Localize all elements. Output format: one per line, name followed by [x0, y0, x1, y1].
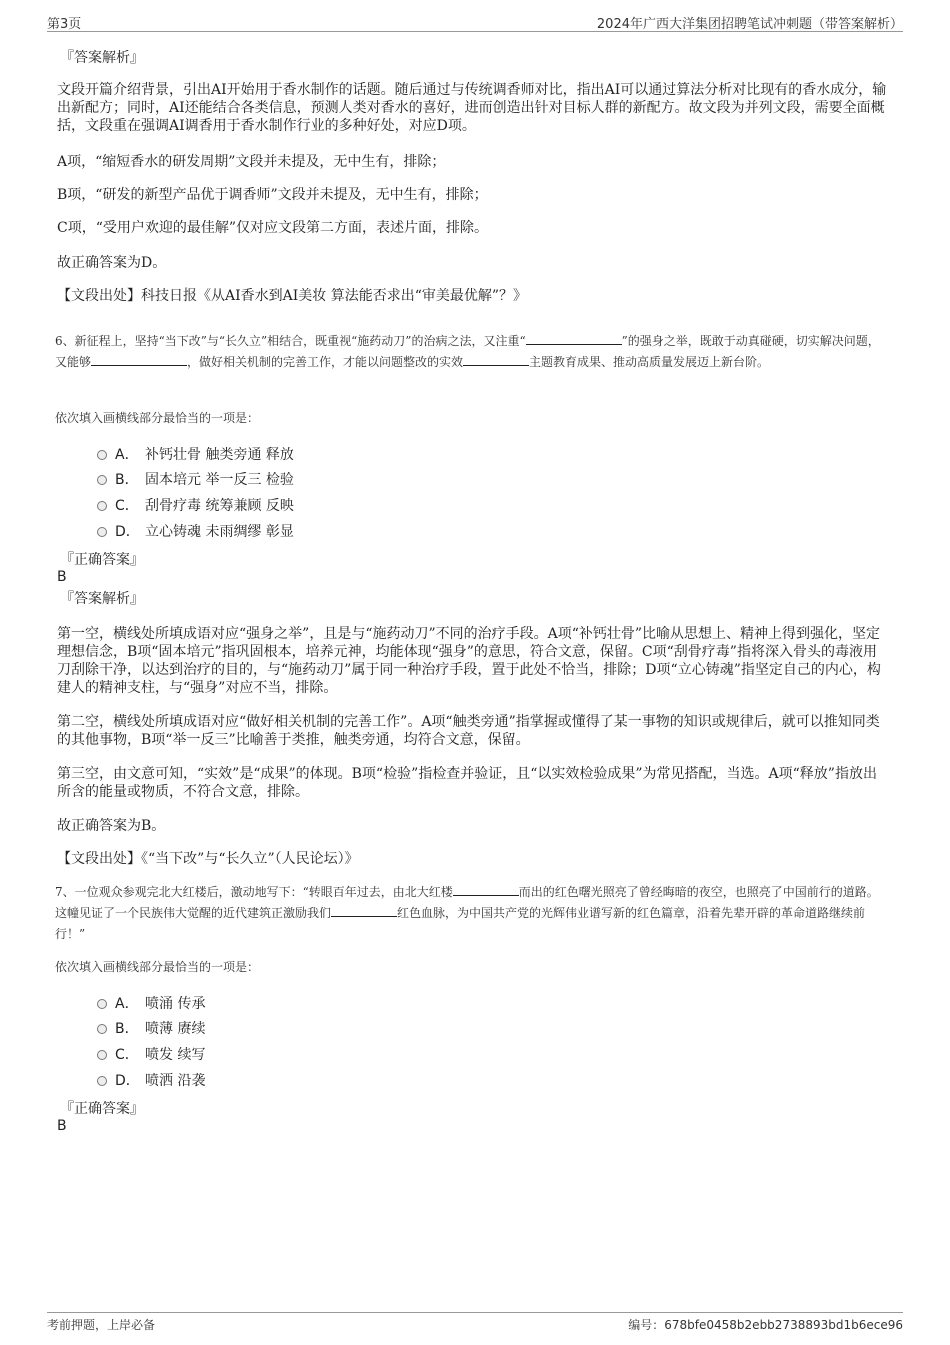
radio-button[interactable]	[97, 1050, 107, 1060]
page-header	[47, 10, 903, 32]
question-6-stem	[55, 331, 890, 373]
option-b-analysis: B项，“研发的新型产品优于调香师”文段并未提及，无中生有，排除；	[57, 187, 488, 203]
fill-blank	[453, 884, 519, 896]
option-a[interactable]	[97, 446, 294, 464]
analysis-paragraph: 文段开篇介绍背景，引出AI开始用于香水制作的话题。随后通过与传统调香师对比，指出AI可以通过算法分析对比现有的香水成分，输出新配方；同时，AI还能结合各类信息，预测人类对香水的喜好，进而创造出针对目标人群的新配方。故文段为并列文段，需要全面概括，文段重在强调AI调香用于香水制作行业的多种好处，对应D项。	[57, 82, 887, 134]
option-b[interactable]	[97, 1020, 205, 1038]
fill-blank	[526, 333, 622, 345]
document-code	[628, 1316, 903, 1333]
stem-part: 红色血脉，为中国共产党的光辉伟业谱写新的红色篇章，沿着先辈开辟的革命道路继续前行！”	[55, 906, 866, 941]
page-footer	[47, 1312, 903, 1334]
question-7-stem	[55, 882, 890, 945]
option-c[interactable]	[97, 497, 294, 515]
stem-part: 6、新征程上，坚持“当下改”与“长久立”相结合，既重视“施药动刀”的治病之法，又注重“	[55, 334, 526, 348]
radio-button[interactable]	[97, 501, 107, 511]
option-text: 固本培元 举一反三 检验	[145, 472, 294, 488]
code-label: 编号：	[628, 1318, 665, 1332]
option-letter: B．	[115, 472, 139, 488]
option-letter: D．	[115, 1073, 140, 1089]
correct-answer: B	[57, 1118, 67, 1134]
option-b[interactable]	[97, 471, 294, 489]
option-letter: C．	[115, 1047, 139, 1063]
option-text: 刮骨疗毒 统筹兼顾 反映	[145, 498, 294, 514]
code-value: 678bfe0458b2ebb2738893bd1b6ece96	[664, 1318, 903, 1332]
option-letter: D．	[115, 524, 140, 540]
stem-part: 主题教育成果、推动高质量发展迈上新台阶。	[529, 355, 770, 369]
option-letter: C．	[115, 498, 139, 514]
option-c[interactable]	[97, 1046, 205, 1064]
radio-button[interactable]	[97, 1076, 107, 1086]
stem-part: 7、一位观众参观完北大红楼后，激动地写下：“转眼百年过去，由北大红楼	[55, 885, 453, 899]
option-a[interactable]	[97, 995, 205, 1013]
option-letter: A．	[115, 996, 139, 1012]
analysis-paragraph: 第二空，横线处所填成语对应“做好相关机制的完善工作”。A项“触类旁通”指掌握或懂得了某一事物的知识或规律后，就可以推知同类的其他事物，B项“举一反三”比喻善于类推，触类旁通，均符合文意，保留。	[57, 714, 880, 748]
option-text: 喷洒 沿袭	[145, 1073, 206, 1089]
correct-answer-label: 『正确答案』	[60, 1101, 144, 1117]
option-text: 立心铸魂 未雨绸缪 彰显	[145, 524, 294, 540]
radio-button[interactable]	[97, 475, 107, 485]
source-citation: 【文段出处】科技日报《从AI香水到AI美妆 算法能否求出“审美最优解”？》	[57, 288, 528, 304]
radio-button[interactable]	[97, 1024, 107, 1034]
conclusion: 故正确答案为D。	[57, 255, 167, 271]
stem-part: ，做好相关机制的完善工作，才能以问题整改的实效	[187, 355, 464, 369]
stem-part: 而出的红色曙光照亮了曾经晦暗的夜空，也照亮了中国前行的道路。这幢见证了一个民族伟大觉醒的近代建筑正激励我们	[55, 885, 879, 920]
question-prompt: 依次填入画横线部分最恰当的一项是：	[55, 960, 260, 974]
correct-answer: B	[57, 569, 67, 585]
source-citation: 【文段出处】《“当下改”与“长久立”（人民论坛）》	[57, 851, 359, 867]
conclusion: 故正确答案为B。	[57, 818, 166, 834]
option-text: 喷发 续写	[145, 1047, 206, 1063]
radio-button[interactable]	[97, 999, 107, 1009]
page-number: 第3页	[47, 17, 82, 32]
option-text: 喷薄 赓续	[145, 1021, 206, 1037]
correct-answer-label: 『正确答案』	[60, 552, 144, 568]
option-letter: B．	[115, 1021, 139, 1037]
analysis-label: 『答案解析』	[60, 50, 144, 66]
option-text: 喷涌 传承	[145, 996, 206, 1012]
radio-button[interactable]	[97, 527, 107, 537]
option-a-analysis: A项，“缩短香水的研发周期”文段并未提及，无中生有，排除；	[57, 154, 446, 170]
analysis-label: 『答案解析』	[60, 591, 144, 607]
question-prompt: 依次填入画横线部分最恰当的一项是：	[55, 411, 260, 425]
analysis-paragraph: 第一空，横线处所填成语对应“强身之举”，且是与“施药动刀”不同的治疗手段。A项“补钙壮骨”比喻从思想上、精神上得到强化，坚定理想信念，B项“固本培元”指巩固根本，培养元神，均能体现“强身”的意思，符合文意，保留。C项“刮骨疗毒”指将深入骨头的毒液用刀刮除干净，以达到治疗的目的，与“施药动刀”属于同一种治疗手段，置于此处不恰当，排除；D项“立心铸魂”指坚定自己的内心，构建人的精神支柱，与“强身”对应不当，排除。	[57, 626, 881, 696]
option-c-analysis: C项，“受用户欢迎的最佳解”仅对应文段第二方面，表述片面，排除。	[57, 220, 489, 236]
option-letter: A．	[115, 447, 139, 463]
radio-button[interactable]	[97, 450, 107, 460]
footer-slogan: 考前押题，上岸必备	[47, 1318, 156, 1332]
document-title: 2024年广西大洋集团招聘笔试冲刺题（带答案解析）	[596, 17, 903, 32]
option-d[interactable]	[97, 523, 294, 541]
analysis-paragraph: 第三空，由文意可知，“实效”是“成果”的体现。B项“检验”指检查并验证，且“以实效检验成果”为常见搭配，当选。A项“释放”指放出所含的能量或物质，不符合文意，排除。	[57, 766, 877, 800]
option-text: 补钙壮骨 触类旁通 释放	[145, 447, 294, 463]
fill-blank	[331, 905, 397, 917]
fill-blank	[463, 354, 529, 366]
stem-part: ”的强身之举，既敢于动真碰硬，切实解决问题，又能够	[55, 334, 880, 369]
fill-blank	[91, 354, 187, 366]
option-d[interactable]	[97, 1072, 205, 1090]
